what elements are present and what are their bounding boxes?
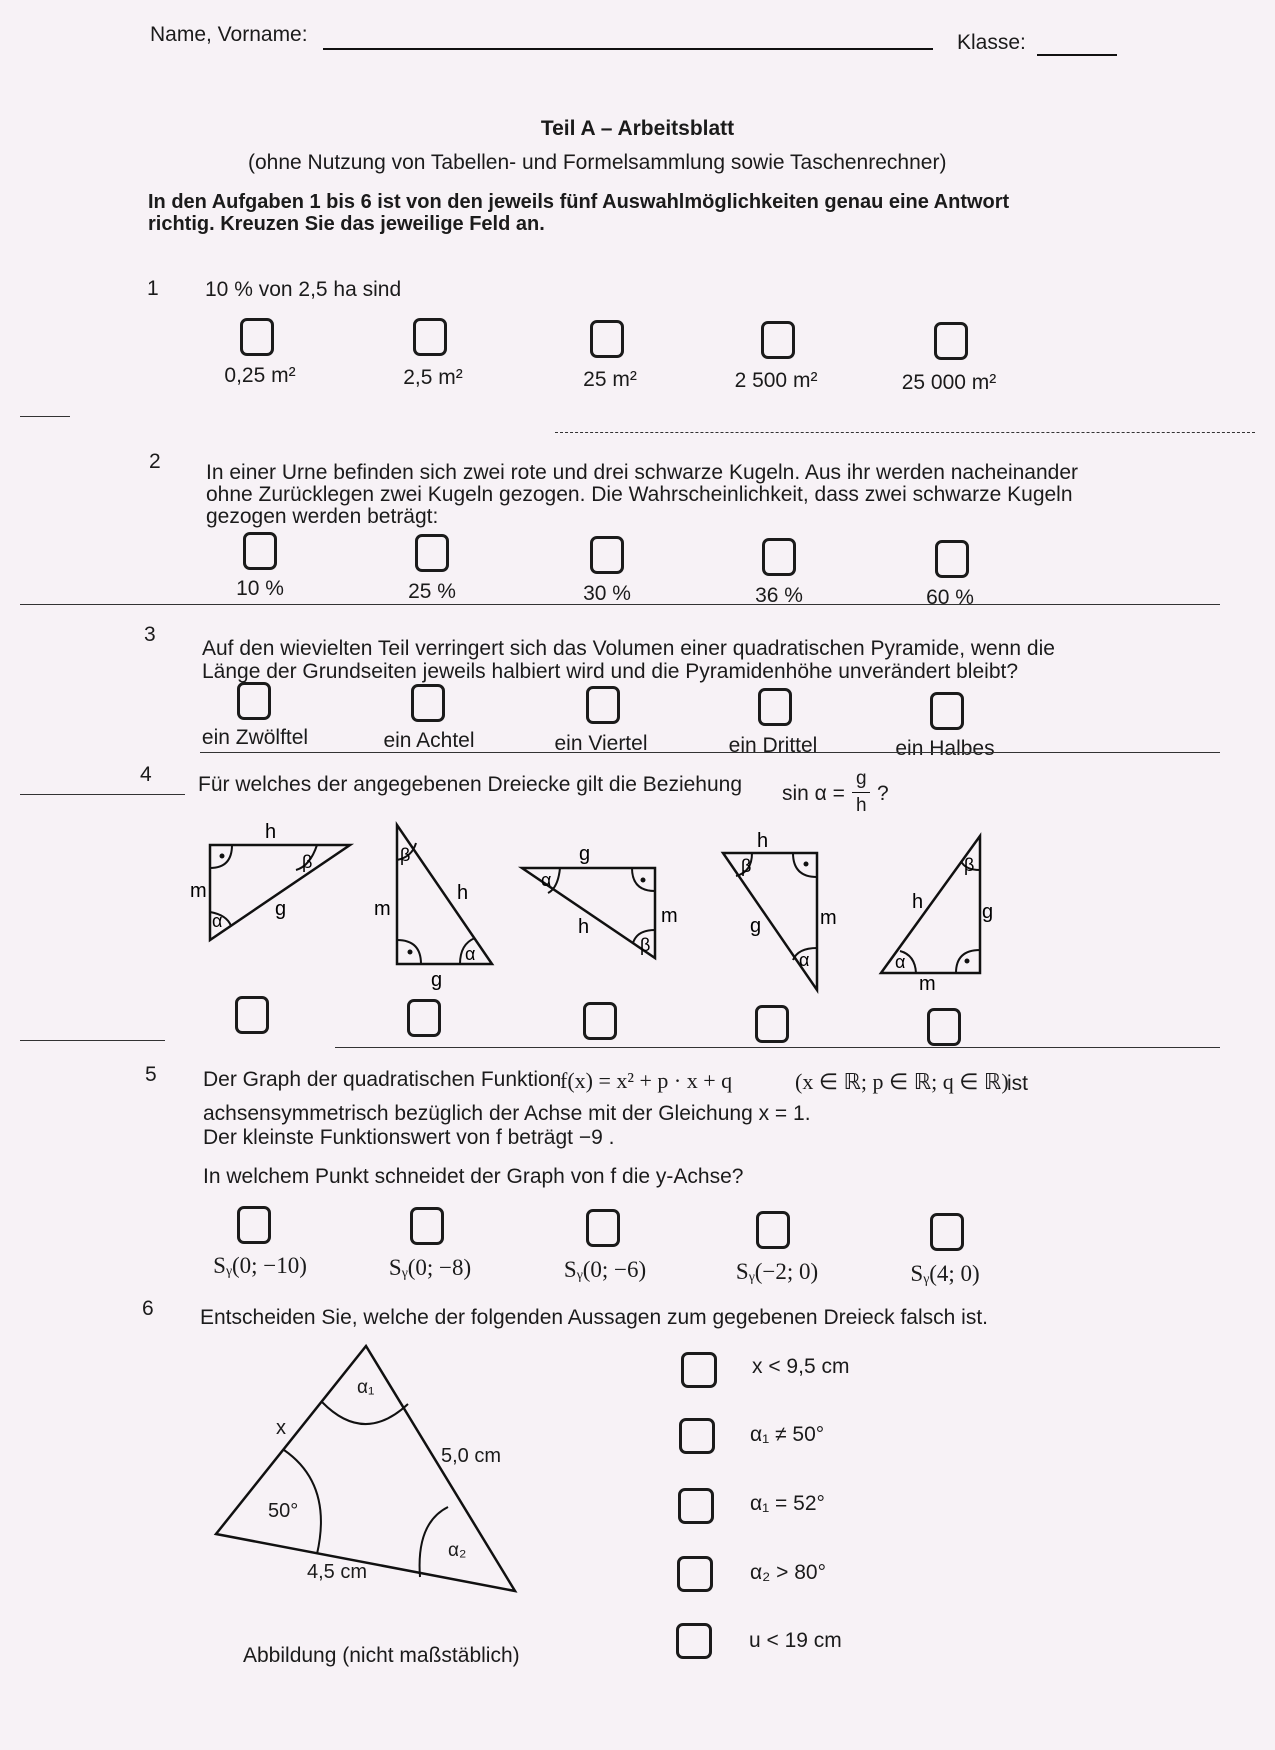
q6-option-2-label: α₁ ≠ 50° (750, 1423, 825, 1446)
q5-option-3-label: Sᵧ(0; −6) (563, 1257, 647, 1282)
t5-label-m: m (919, 973, 936, 995)
q6-option-2-checkbox[interactable] (679, 1418, 715, 1454)
t1-label-h: h (265, 821, 277, 843)
t5-label-beta: β (964, 855, 975, 875)
t4-label-g: g (750, 915, 762, 937)
q4-triangle-1 (210, 845, 350, 940)
q5-line1a: Der Graph der quadratischen Funktion (203, 1068, 562, 1091)
q4-text: Für welches der angegebenen Dreiecke gilt die Beziehung (198, 773, 743, 796)
t3-label-m: m (661, 905, 678, 927)
t3-label-beta: β (640, 935, 651, 955)
q4-option-4-checkbox[interactable] (755, 1005, 789, 1043)
q2-option-3-label: 30 % (583, 582, 631, 605)
instruction-line2: richtig. Kreuzen Sie das jeweilige Feld an. (148, 213, 545, 235)
q5-domain: (x ∈ ℝ; p ∈ ℝ; q ∈ ℝ) (795, 1069, 1009, 1094)
q4-formula-denominator: h (856, 795, 867, 816)
q5-option-4-label: Sᵧ(−2; 0) (735, 1259, 819, 1284)
class-label: Klasse: (957, 31, 1026, 54)
q1-option-5-label: 25 000 m² (901, 371, 997, 394)
q2-line2: ohne Zurücklegen zwei Kugeln gezogen. Die Wahrscheinlichkeit, dass zwei schwarze Kugeln (206, 483, 1073, 506)
q2-option-1-label: 10 % (236, 577, 284, 600)
q1-option-2-label: 2,5 m² (403, 366, 463, 389)
q3-option-1-label: ein Zwölftel (201, 726, 309, 749)
q6-text: Entscheiden Sie, welche der folgenden Aussagen zum gegebenen Dreieck falsch ist. (200, 1306, 988, 1329)
q4-formula-prefix: sin α = (782, 782, 845, 805)
page-title: Teil A – Arbeitsblatt (540, 117, 735, 140)
q1-text: 10 % von 2,5 ha sind (205, 278, 402, 301)
q3-line2: Länge der Grundseiten jeweils halbiert wird und die Pyramidenhöhe unverändert bleibt? (202, 660, 1019, 683)
t2-label-h: h (457, 882, 469, 904)
q6-option-1-checkbox[interactable] (681, 1352, 717, 1388)
fig-label-side-5cm: 5,0 cm (441, 1445, 502, 1467)
t5-label-alpha: α (895, 952, 906, 972)
t3-label-alpha: α (541, 870, 552, 890)
q5-function: f(x) = x² + p · x + q (560, 1068, 733, 1093)
right-angle-dot (804, 862, 809, 867)
q5-option-2-checkbox[interactable] (410, 1207, 444, 1245)
divider (335, 1047, 1220, 1048)
q2-number: 2 (149, 450, 161, 473)
t4-label-m: m (820, 907, 837, 929)
divider (20, 1040, 165, 1041)
fig-label-alpha2: α₂ (448, 1540, 467, 1561)
q5-line3: Der kleinste Funktionswert von f beträgt −9 . (203, 1126, 615, 1149)
t1-label-beta: β (302, 852, 313, 872)
q6-option-3-checkbox[interactable] (678, 1488, 714, 1524)
fig-label-alpha1: α₁ (357, 1377, 375, 1398)
q6-option-5-checkbox[interactable] (676, 1623, 712, 1659)
q3-number: 3 (144, 623, 156, 646)
q4-option-2-checkbox[interactable] (407, 999, 441, 1037)
t2-label-alpha: α (465, 944, 476, 964)
q3-option-3-label: ein Viertel (554, 732, 648, 755)
t1-label-m: m (190, 880, 207, 902)
q3-option-4-label: ein Drittel (728, 734, 818, 757)
right-angle-dot (965, 959, 970, 964)
q1-option-3-label: 25 m² (583, 368, 637, 391)
q1-number: 1 (147, 277, 159, 300)
q5-option-3-checkbox[interactable] (586, 1209, 620, 1247)
t4-label-alpha: α (799, 950, 810, 970)
q6-number: 6 (142, 1297, 154, 1320)
t5-label-g: g (982, 901, 994, 923)
q4-option-1-checkbox[interactable] (235, 996, 269, 1034)
q3-option-2-label: ein Achtel (383, 729, 475, 752)
q5-number: 5 (145, 1063, 157, 1086)
q4-option-3-checkbox[interactable] (583, 1002, 617, 1040)
q1-option-1-label: 0,25 m² (224, 364, 296, 387)
fig-label-x: x (276, 1417, 286, 1439)
q5-option-1-label: Sᵧ(0; −10) (213, 1253, 307, 1278)
t2-label-g: g (431, 969, 443, 991)
right-angle-dot (408, 950, 413, 955)
q6-option-4-checkbox[interactable] (677, 1556, 713, 1592)
fig-label-angle-50: 50° (268, 1500, 299, 1522)
right-angle-dot (220, 854, 225, 859)
right-angle-dot (641, 878, 646, 883)
q1-option-4-label: 2 500 m² (734, 369, 818, 392)
q4-triangle-2 (397, 825, 492, 964)
t4-label-beta: β (741, 856, 752, 876)
q5-option-5-checkbox[interactable] (930, 1213, 964, 1251)
q4-number: 4 (140, 763, 152, 786)
t1-label-g: g (275, 898, 287, 920)
q5-option-2-label: Sᵧ(0; −8) (388, 1255, 472, 1280)
t3-label-g: g (579, 843, 591, 865)
q2-option-5-label: 60 % (926, 586, 974, 609)
q2-option-4-label: 36 % (755, 584, 803, 607)
q2-line3: gezogen werden beträgt: (206, 505, 439, 528)
q2-option-2-label: 25 % (408, 580, 456, 603)
q5-option-4-checkbox[interactable] (756, 1211, 790, 1249)
instruction-line1: In den Aufgaben 1 bis 6 ist von den jeweils fünf Auswahlmöglichkeiten genau eine Antwort (148, 191, 1010, 213)
t2-label-beta: β (400, 845, 411, 865)
t1-label-alpha: α (212, 911, 223, 931)
t4-label-h: h (757, 830, 769, 852)
q3-option-5-label: ein Halbes (895, 737, 995, 760)
t2-label-m: m (374, 898, 391, 920)
t3-label-h: h (578, 916, 590, 938)
q5-option-5-label: Sᵧ(4; 0) (910, 1261, 980, 1286)
q2-line1: In einer Urne befinden sich zwei rote und drei schwarze Kugeln. Aus ihr werden nacheinander (206, 461, 1079, 484)
q5-line4: In welchem Punkt schneidet der Graph von f die y-Achse? (203, 1165, 744, 1188)
q6-option-1-label: x < 9,5 cm (752, 1355, 850, 1378)
t5-label-h: h (912, 891, 924, 913)
page-subtitle: (ohne Nutzung von Tabellen- und Formelsammlung sowie Taschenrechner) (248, 151, 947, 174)
q5-line2: achsensymmetrisch bezüglich der Achse mit der Gleichung x = 1. (203, 1102, 811, 1125)
q3-line1: Auf den wievielten Teil verringert sich das Volumen einer quadratischen Pyramide, wenn die (202, 637, 1055, 660)
q6-option-4-label: α₂ > 80° (750, 1561, 826, 1584)
q4-formula-suffix: ? (877, 782, 889, 805)
q5-line1d: ist (1007, 1072, 1028, 1095)
q6-option-5-label: u < 19 cm (749, 1629, 842, 1652)
fig-label-side-4-5cm: 4,5 cm (307, 1561, 368, 1583)
q4-formula-numerator: g (856, 768, 867, 789)
q6-option-3-label: α₁ = 52° (750, 1492, 825, 1515)
name-label: Name, Vorname: (150, 23, 308, 46)
figure-caption: Abbildung (nicht maßstäblich) (243, 1644, 520, 1667)
q5-option-1-checkbox[interactable] (237, 1206, 271, 1244)
q4-option-5-checkbox[interactable] (927, 1008, 961, 1046)
